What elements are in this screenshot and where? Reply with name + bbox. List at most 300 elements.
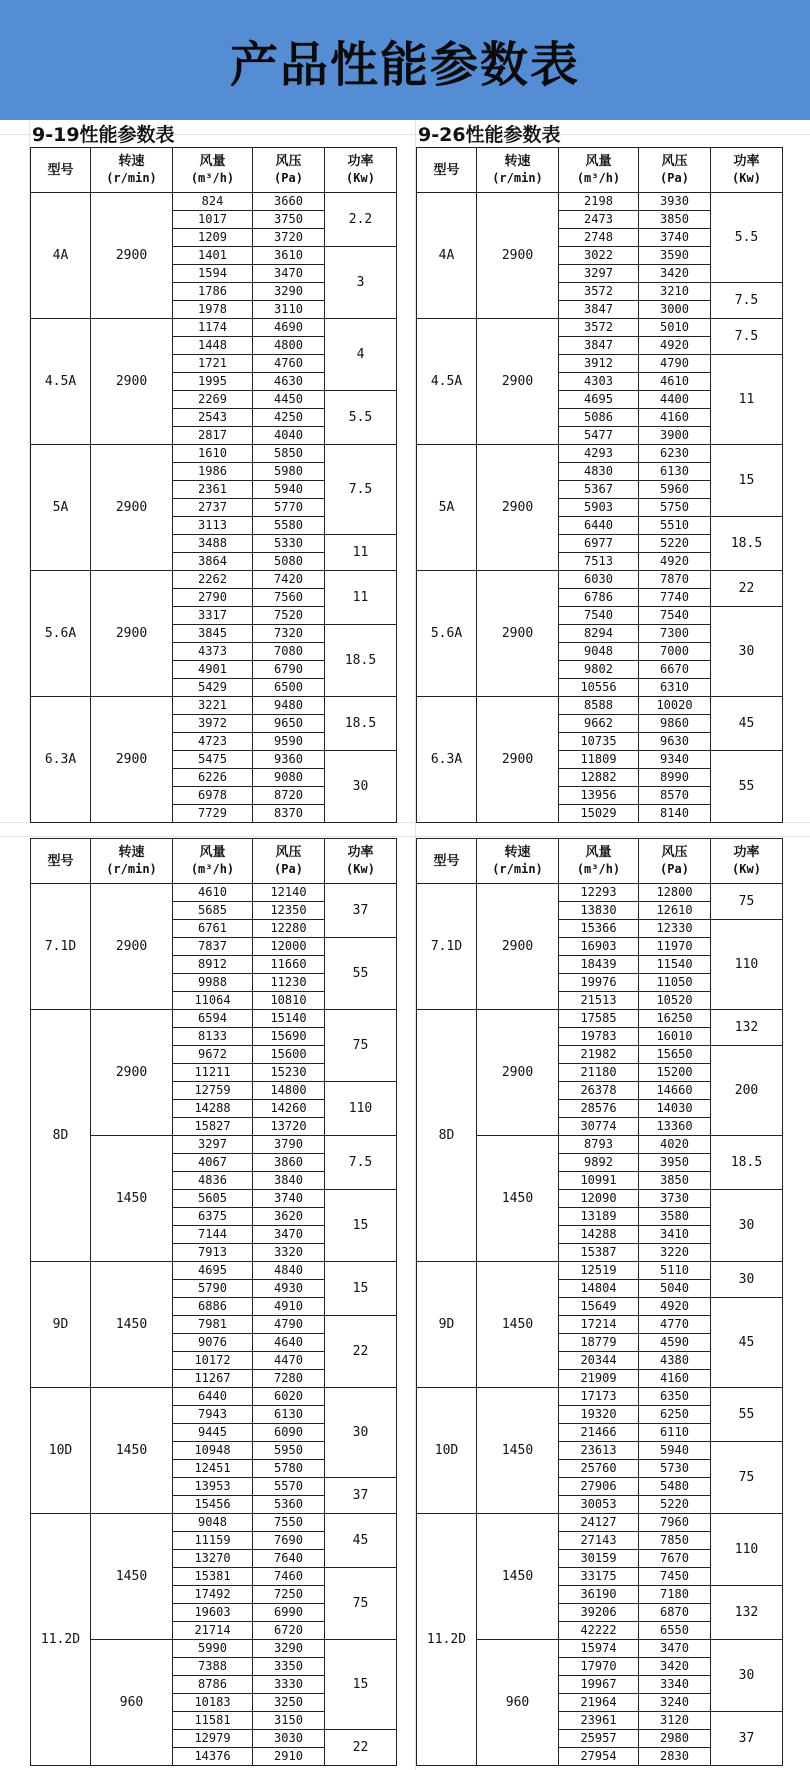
pressure-cell: 7960 xyxy=(639,1514,711,1532)
pressure-cell: 7540 xyxy=(639,607,711,625)
flow-cell: 4695 xyxy=(173,1262,253,1280)
pressure-cell: 6350 xyxy=(639,1388,711,1406)
pressure-cell: 3320 xyxy=(253,1244,325,1262)
model-cell: 11.2D xyxy=(31,1514,91,1766)
section-title-9-19: 9-19性能参数表 xyxy=(32,124,175,146)
header-model-label: 型号 xyxy=(433,162,460,178)
flow-cell: 5903 xyxy=(559,499,639,517)
pressure-cell: 9650 xyxy=(253,715,325,733)
pressure-cell: 7740 xyxy=(639,589,711,607)
flow-cell: 6594 xyxy=(173,1010,253,1028)
header-pressure-label: 风压 xyxy=(661,845,688,860)
flow-cell: 7540 xyxy=(559,607,639,625)
pressure-cell: 4790 xyxy=(253,1316,325,1334)
table-row xyxy=(31,445,397,463)
header-model-label: 型号 xyxy=(47,853,74,869)
flow-cell: 33175 xyxy=(559,1568,639,1586)
pressure-cell: 4770 xyxy=(639,1316,711,1334)
model-cell: 6.3A xyxy=(31,697,91,823)
flow-cell: 19976 xyxy=(559,974,639,992)
table-row xyxy=(417,319,783,337)
power-cell: 18.5 xyxy=(711,517,783,571)
flow-cell: 1017 xyxy=(173,211,253,229)
power-cell: 11 xyxy=(325,571,397,625)
table-row xyxy=(31,319,397,337)
flow-cell: 2737 xyxy=(173,499,253,517)
pressure-cell: 3470 xyxy=(639,1640,711,1658)
header-speed-unit: (r/min) xyxy=(106,862,157,876)
pressure-cell: 6500 xyxy=(253,679,325,697)
flow-cell: 19783 xyxy=(559,1028,639,1046)
pressure-cell: 7520 xyxy=(253,607,325,625)
header-pressure-unit: (Pa) xyxy=(660,862,689,876)
model-cell: 9D xyxy=(417,1262,477,1388)
flow-cell: 2262 xyxy=(173,571,253,589)
pressure-cell: 4920 xyxy=(639,337,711,355)
header-model-label: 型号 xyxy=(433,853,460,869)
power-cell: 22 xyxy=(711,571,783,607)
header-pressure-label: 风压 xyxy=(275,154,302,169)
flow-cell: 19603 xyxy=(173,1604,253,1622)
header-flow xyxy=(173,839,253,884)
flow-cell: 26378 xyxy=(559,1082,639,1100)
flow-cell: 3022 xyxy=(559,247,639,265)
power-cell: 18.5 xyxy=(325,625,397,697)
flow-cell: 15974 xyxy=(559,1640,639,1658)
pressure-cell: 4920 xyxy=(639,1298,711,1316)
flow-cell: 6886 xyxy=(173,1298,253,1316)
speed-cell: 1450 xyxy=(91,1136,173,1262)
pressure-cell: 6130 xyxy=(639,463,711,481)
pressure-cell: 15200 xyxy=(639,1064,711,1082)
pressure-cell: 9340 xyxy=(639,751,711,769)
header-model xyxy=(417,839,477,884)
pressure-cell: 7690 xyxy=(253,1532,325,1550)
pressure-cell: 3120 xyxy=(639,1712,711,1730)
table-row xyxy=(31,884,397,902)
flow-cell: 6977 xyxy=(559,535,639,553)
power-cell: 75 xyxy=(325,1568,397,1640)
table-9-26-bottom xyxy=(416,838,783,1766)
pressure-cell: 5580 xyxy=(253,517,325,535)
flow-cell: 18439 xyxy=(559,956,639,974)
flow-cell: 13270 xyxy=(173,1550,253,1568)
flow-cell: 24127 xyxy=(559,1514,639,1532)
pressure-cell: 3420 xyxy=(639,1658,711,1676)
pressure-cell: 11540 xyxy=(639,956,711,974)
model-cell: 8D xyxy=(31,1010,91,1262)
flow-cell: 17585 xyxy=(559,1010,639,1028)
flow-cell: 11211 xyxy=(173,1064,253,1082)
table-9-19-top xyxy=(30,147,397,823)
speed-cell: 2900 xyxy=(91,697,173,823)
pressure-cell: 7080 xyxy=(253,643,325,661)
power-cell: 75 xyxy=(711,1442,783,1514)
flow-cell: 14804 xyxy=(559,1280,639,1298)
power-cell: 37 xyxy=(325,1478,397,1514)
pressure-cell: 5010 xyxy=(639,319,711,337)
pressure-cell: 6090 xyxy=(253,1424,325,1442)
flow-cell: 27143 xyxy=(559,1532,639,1550)
flow-cell: 12451 xyxy=(173,1460,253,1478)
pressure-cell: 3620 xyxy=(253,1208,325,1226)
power-cell: 7.5 xyxy=(325,445,397,535)
pressure-cell: 15650 xyxy=(639,1046,711,1064)
header-pressure xyxy=(253,839,325,884)
pressure-cell: 2980 xyxy=(639,1730,711,1748)
pressure-cell: 4380 xyxy=(639,1352,711,1370)
flow-cell: 15827 xyxy=(173,1118,253,1136)
power-cell: 3 xyxy=(325,247,397,319)
table-row xyxy=(417,193,783,211)
table-9-26-top xyxy=(416,147,783,823)
model-cell: 4A xyxy=(417,193,477,319)
pressure-cell: 6670 xyxy=(639,661,711,679)
table-row xyxy=(417,697,783,715)
pressure-cell: 9590 xyxy=(253,733,325,751)
flow-cell: 3488 xyxy=(173,535,253,553)
flow-cell: 6786 xyxy=(559,589,639,607)
power-cell: 30 xyxy=(711,1640,783,1712)
flow-cell: 6978 xyxy=(173,787,253,805)
power-cell: 30 xyxy=(711,607,783,697)
pressure-cell: 4610 xyxy=(639,373,711,391)
speed-cell: 2900 xyxy=(477,1010,559,1136)
flow-cell: 12759 xyxy=(173,1082,253,1100)
header-flow-label: 风量 xyxy=(199,154,226,169)
pressure-cell: 12330 xyxy=(639,920,711,938)
pressure-cell: 7300 xyxy=(639,625,711,643)
pressure-cell: 3720 xyxy=(253,229,325,247)
flow-cell: 9076 xyxy=(173,1334,253,1352)
flow-cell: 30774 xyxy=(559,1118,639,1136)
flow-cell: 12882 xyxy=(559,769,639,787)
header-power-unit: (Kw) xyxy=(732,171,761,185)
pressure-cell: 3110 xyxy=(253,301,325,319)
header-flow-unit: (m³/h) xyxy=(190,862,235,876)
flow-cell: 824 xyxy=(173,193,253,211)
pressure-cell: 15140 xyxy=(253,1010,325,1028)
power-cell: 4 xyxy=(325,319,397,391)
flow-cell: 7513 xyxy=(559,553,639,571)
pressure-cell: 3750 xyxy=(253,211,325,229)
flow-cell: 3572 xyxy=(559,319,639,337)
model-cell: 10D xyxy=(417,1388,477,1514)
speed-cell: 1450 xyxy=(91,1262,173,1388)
section-title-9-26: 9-26性能参数表 xyxy=(418,124,561,146)
speed-cell: 1450 xyxy=(477,1262,559,1388)
flow-cell: 1995 xyxy=(173,373,253,391)
flow-cell: 3845 xyxy=(173,625,253,643)
pressure-cell: 3610 xyxy=(253,247,325,265)
pressure-cell: 3420 xyxy=(639,265,711,283)
power-cell: 55 xyxy=(711,1388,783,1442)
header-model-label: 型号 xyxy=(47,162,74,178)
pressure-cell: 5110 xyxy=(639,1262,711,1280)
flow-cell: 6226 xyxy=(173,769,253,787)
flow-cell: 9048 xyxy=(559,643,639,661)
pressure-cell: 6250 xyxy=(639,1406,711,1424)
flow-cell: 2543 xyxy=(173,409,253,427)
pressure-cell: 4640 xyxy=(253,1334,325,1352)
power-cell: 11 xyxy=(711,355,783,445)
power-cell: 132 xyxy=(711,1586,783,1640)
header-power-label: 功率 xyxy=(347,154,374,169)
pressure-cell: 9360 xyxy=(253,751,325,769)
flow-cell: 8294 xyxy=(559,625,639,643)
model-cell: 8D xyxy=(417,1010,477,1262)
pressure-cell: 14260 xyxy=(253,1100,325,1118)
flow-cell: 3847 xyxy=(559,301,639,319)
header-speed-label: 转速 xyxy=(504,845,531,860)
flow-cell: 2817 xyxy=(173,427,253,445)
pressure-cell: 4250 xyxy=(253,409,325,427)
flow-cell: 2198 xyxy=(559,193,639,211)
pressure-cell: 5480 xyxy=(639,1478,711,1496)
table-9-19-bottom xyxy=(30,838,397,1766)
flow-cell: 3297 xyxy=(173,1136,253,1154)
flow-cell: 36190 xyxy=(559,1586,639,1604)
pressure-cell: 3730 xyxy=(639,1190,711,1208)
pressure-cell: 7180 xyxy=(639,1586,711,1604)
header-pressure xyxy=(639,839,711,884)
pressure-cell: 7460 xyxy=(253,1568,325,1586)
header-power xyxy=(325,839,397,884)
flow-cell: 3221 xyxy=(173,697,253,715)
header-flow xyxy=(559,148,639,193)
flow-cell: 7388 xyxy=(173,1658,253,1676)
pressure-cell: 5940 xyxy=(639,1442,711,1460)
flow-cell: 9662 xyxy=(559,715,639,733)
model-cell: 5.6A xyxy=(417,571,477,697)
pressure-cell: 3210 xyxy=(639,283,711,301)
pressure-cell: 3350 xyxy=(253,1658,325,1676)
header-flow-label: 风量 xyxy=(585,845,612,860)
power-cell: 30 xyxy=(325,751,397,823)
table-row xyxy=(417,445,783,463)
pressure-cell: 11230 xyxy=(253,974,325,992)
pressure-cell: 10810 xyxy=(253,992,325,1010)
flow-cell: 1786 xyxy=(173,283,253,301)
table-row xyxy=(417,884,783,902)
header-row xyxy=(31,839,397,884)
flow-cell: 14288 xyxy=(559,1226,639,1244)
flow-cell: 3317 xyxy=(173,607,253,625)
flow-cell: 13189 xyxy=(559,1208,639,1226)
pressure-cell: 6110 xyxy=(639,1424,711,1442)
speed-cell: 2900 xyxy=(91,445,173,571)
header-pressure-unit: (Pa) xyxy=(660,171,689,185)
pressure-cell: 2830 xyxy=(639,1748,711,1766)
power-cell: 15 xyxy=(711,445,783,517)
header-row xyxy=(31,148,397,193)
pressure-cell: 8570 xyxy=(639,787,711,805)
power-cell: 5.5 xyxy=(325,391,397,445)
flow-cell: 11064 xyxy=(173,992,253,1010)
flow-cell: 14376 xyxy=(173,1748,253,1766)
pressure-cell: 7000 xyxy=(639,643,711,661)
header-row xyxy=(417,839,783,884)
pressure-cell: 8140 xyxy=(639,805,711,823)
pressure-cell: 4840 xyxy=(253,1262,325,1280)
pressure-cell: 5330 xyxy=(253,535,325,553)
flow-cell: 9892 xyxy=(559,1154,639,1172)
flow-cell: 21982 xyxy=(559,1046,639,1064)
pressure-cell: 7450 xyxy=(639,1568,711,1586)
power-cell: 37 xyxy=(711,1712,783,1766)
flow-cell: 7913 xyxy=(173,1244,253,1262)
speed-cell: 1450 xyxy=(91,1514,173,1640)
flow-cell: 17492 xyxy=(173,1586,253,1604)
power-cell: 55 xyxy=(325,938,397,1010)
speed-cell: 2900 xyxy=(477,319,559,445)
pressure-cell: 3290 xyxy=(253,1640,325,1658)
model-cell: 4A xyxy=(31,193,91,319)
flow-cell: 4901 xyxy=(173,661,253,679)
header-pressure xyxy=(639,148,711,193)
header-power xyxy=(711,839,783,884)
header-pressure-unit: (Pa) xyxy=(274,862,303,876)
pressure-cell: 3790 xyxy=(253,1136,325,1154)
pressure-cell: 7280 xyxy=(253,1370,325,1388)
pressure-cell: 4790 xyxy=(639,355,711,373)
flow-cell: 23961 xyxy=(559,1712,639,1730)
table-row xyxy=(31,697,397,715)
power-cell: 11 xyxy=(325,535,397,571)
pressure-cell: 3850 xyxy=(639,211,711,229)
header-flow-unit: (m³/h) xyxy=(576,171,621,185)
flow-cell: 9988 xyxy=(173,974,253,992)
header-speed-label: 转速 xyxy=(504,154,531,169)
power-cell: 18.5 xyxy=(325,697,397,751)
pressure-cell: 6550 xyxy=(639,1622,711,1640)
pressure-cell: 3410 xyxy=(639,1226,711,1244)
header-speed xyxy=(477,148,559,193)
header-pressure xyxy=(253,148,325,193)
pressure-cell: 3290 xyxy=(253,283,325,301)
power-cell: 110 xyxy=(325,1082,397,1136)
flow-cell: 10991 xyxy=(559,1172,639,1190)
flow-cell: 1986 xyxy=(173,463,253,481)
power-cell: 5.5 xyxy=(711,193,783,283)
flow-cell: 8133 xyxy=(173,1028,253,1046)
power-cell: 45 xyxy=(711,697,783,751)
flow-cell: 4723 xyxy=(173,733,253,751)
flow-cell: 9802 xyxy=(559,661,639,679)
pressure-cell: 11660 xyxy=(253,956,325,974)
flow-cell: 11159 xyxy=(173,1532,253,1550)
flow-cell: 5685 xyxy=(173,902,253,920)
flow-cell: 6375 xyxy=(173,1208,253,1226)
flow-cell: 4610 xyxy=(173,884,253,902)
speed-cell: 2900 xyxy=(91,193,173,319)
flow-cell: 8588 xyxy=(559,697,639,715)
pressure-cell: 3470 xyxy=(253,1226,325,1244)
pressure-cell: 12140 xyxy=(253,884,325,902)
speed-cell: 2900 xyxy=(91,884,173,1010)
header-speed-label: 转速 xyxy=(118,154,145,169)
pressure-cell: 8370 xyxy=(253,805,325,823)
header-model xyxy=(417,148,477,193)
flow-cell: 15029 xyxy=(559,805,639,823)
pressure-cell: 4020 xyxy=(639,1136,711,1154)
flow-cell: 11809 xyxy=(559,751,639,769)
header-speed xyxy=(91,148,173,193)
flow-cell: 39206 xyxy=(559,1604,639,1622)
table-row xyxy=(417,1514,783,1532)
header-pressure-label: 风压 xyxy=(661,154,688,169)
table-row xyxy=(31,571,397,589)
pressure-cell: 3590 xyxy=(639,247,711,265)
pressure-cell: 6720 xyxy=(253,1622,325,1640)
pressure-cell: 5940 xyxy=(253,481,325,499)
pressure-cell: 7670 xyxy=(639,1550,711,1568)
power-cell: 132 xyxy=(711,1010,783,1046)
pressure-cell: 3850 xyxy=(639,1172,711,1190)
pressure-cell: 5570 xyxy=(253,1478,325,1496)
header-power-unit: (Kw) xyxy=(732,862,761,876)
power-cell: 15 xyxy=(325,1190,397,1262)
table-row xyxy=(417,1010,783,1028)
table-row xyxy=(31,193,397,211)
flow-cell: 7981 xyxy=(173,1316,253,1334)
pressure-cell: 7550 xyxy=(253,1514,325,1532)
pressure-cell: 3240 xyxy=(639,1694,711,1712)
flow-cell: 2361 xyxy=(173,481,253,499)
header-power-label: 功率 xyxy=(733,154,760,169)
pressure-cell: 5980 xyxy=(253,463,325,481)
flow-cell: 7144 xyxy=(173,1226,253,1244)
pressure-cell: 6790 xyxy=(253,661,325,679)
model-cell: 4.5A xyxy=(417,319,477,445)
header-flow-label: 风量 xyxy=(585,154,612,169)
pressure-cell: 5730 xyxy=(639,1460,711,1478)
pressure-cell: 3740 xyxy=(639,229,711,247)
pressure-cell: 11050 xyxy=(639,974,711,992)
model-cell: 7.1D xyxy=(31,884,91,1010)
flow-cell: 12293 xyxy=(559,884,639,902)
title-banner xyxy=(0,0,810,120)
flow-cell: 12519 xyxy=(559,1262,639,1280)
pressure-cell: 12610 xyxy=(639,902,711,920)
flow-cell: 5477 xyxy=(559,427,639,445)
flow-cell: 9672 xyxy=(173,1046,253,1064)
flow-cell: 23613 xyxy=(559,1442,639,1460)
pressure-cell: 9080 xyxy=(253,769,325,787)
pressure-cell: 7640 xyxy=(253,1550,325,1568)
pressure-cell: 6020 xyxy=(253,1388,325,1406)
pressure-cell: 9860 xyxy=(639,715,711,733)
flow-cell: 17214 xyxy=(559,1316,639,1334)
header-model xyxy=(31,839,91,884)
power-cell: 15 xyxy=(325,1640,397,1730)
flow-cell: 2269 xyxy=(173,391,253,409)
flow-cell: 3972 xyxy=(173,715,253,733)
flow-cell: 9445 xyxy=(173,1424,253,1442)
flow-cell: 10183 xyxy=(173,1694,253,1712)
pressure-cell: 6990 xyxy=(253,1604,325,1622)
power-cell: 22 xyxy=(325,1316,397,1388)
pressure-cell: 4690 xyxy=(253,319,325,337)
pressure-cell: 4040 xyxy=(253,427,325,445)
pressure-cell: 4450 xyxy=(253,391,325,409)
header-speed-unit: (r/min) xyxy=(492,171,543,185)
pressure-cell: 10520 xyxy=(639,992,711,1010)
flow-cell: 14288 xyxy=(173,1100,253,1118)
header-speed-label: 转速 xyxy=(118,845,145,860)
power-cell: 37 xyxy=(325,884,397,938)
flow-cell: 1448 xyxy=(173,337,253,355)
